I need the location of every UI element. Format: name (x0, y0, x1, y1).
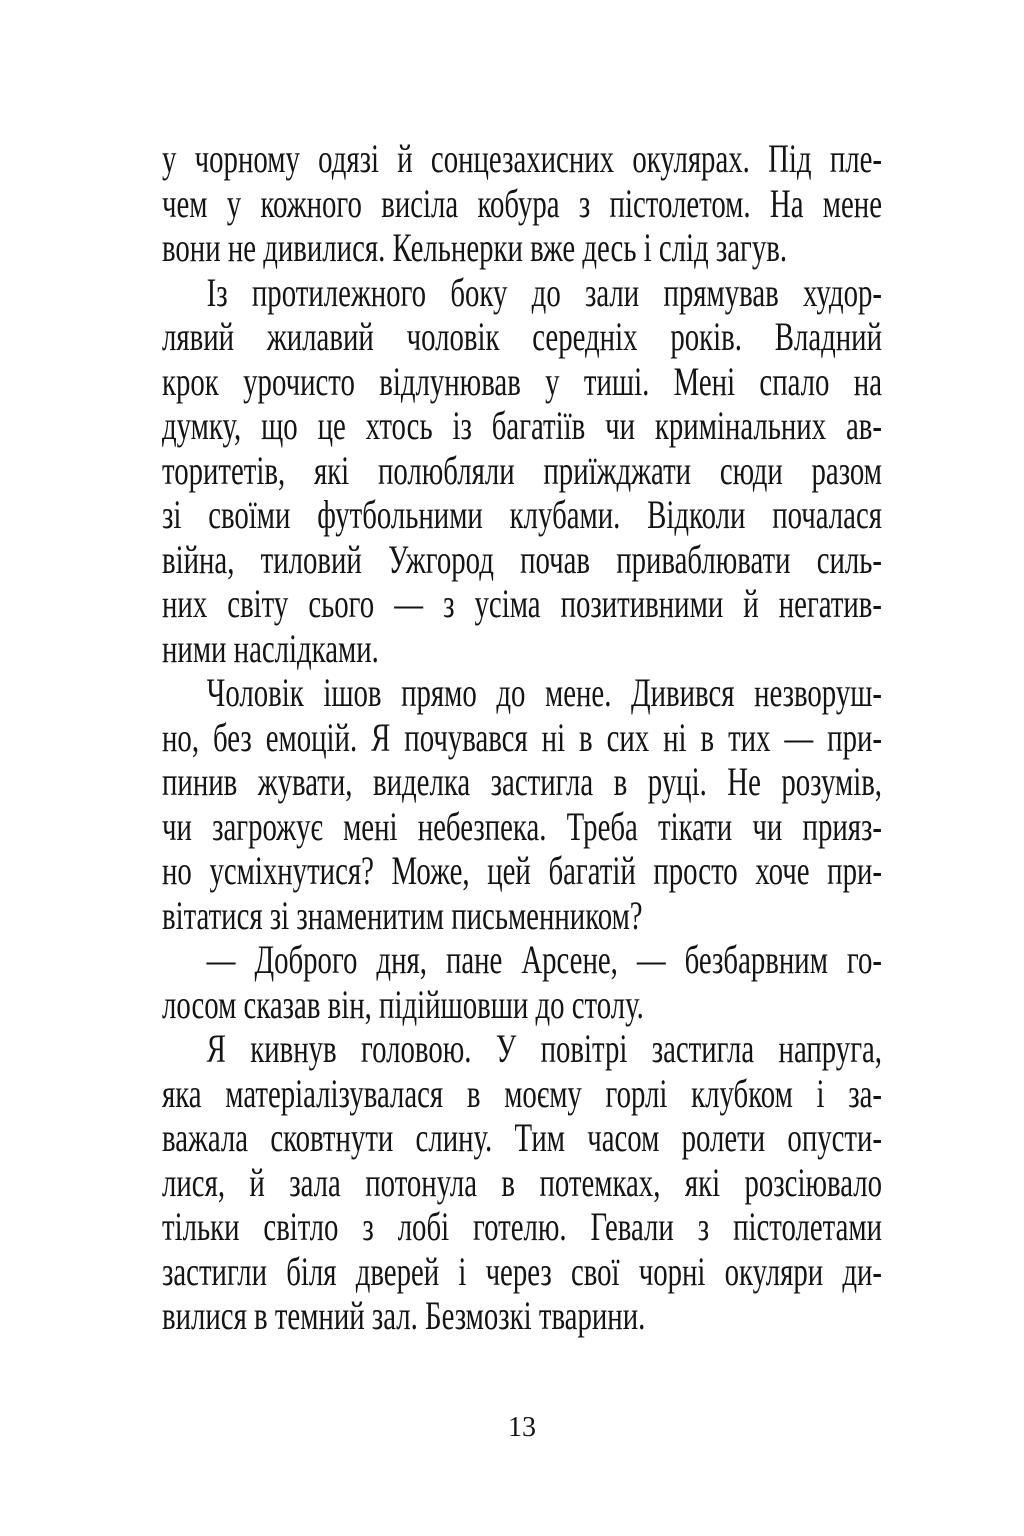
text-line: у чорному одязі й сонцезахисних окулярах. Під пле- (162, 136, 882, 181)
text-line: чем у кожного висіла кобура з пістолетом. На мене (162, 180, 882, 226)
text-line: вітатися зі знаменитим письменником? (162, 892, 643, 938)
text-line: лявий жилавий чоловік середніх років. Владний (162, 314, 882, 359)
page-number: 13 (508, 1412, 536, 1443)
text-block (162, 137, 882, 1339)
text-line: крок урочисто відлунював у тиші. Мені спало на (162, 358, 882, 404)
text-line: — Доброго дня, пане Арсене, — безбарвним го- (206, 937, 882, 982)
text-line: Із протилежного боку до зали прямував худор- (206, 269, 882, 315)
text-line: важала сковтнути слину. Тим часом ролети опусти- (162, 1115, 882, 1160)
text-line: вилися в темний зал. Безмозкі тварини. (162, 1293, 646, 1338)
page-text-block (162, 137, 882, 1339)
text-line: чи загрожує мені небезпека. Треба тікати чи прияз- (162, 803, 882, 849)
text-line: них світу сього — з усіма позитивними й негатив- (162, 581, 882, 626)
text-line: ними наслідками. (162, 625, 379, 671)
paragraph (162, 137, 882, 271)
text-line: лися, й зала потонула в потемках, які розсіювало (162, 1159, 882, 1205)
text-line: лосом сказав він, підійшовши до столу. (162, 981, 644, 1027)
text-line: Я кивнув головою. У повітрі застигла напруга, (206, 1026, 882, 1071)
text-line: думку, що це хтось із багатіїв чи кримінальних ав- (162, 403, 882, 448)
text-line: яка матеріалізувалася в моєму горлі клубком і за- (162, 1070, 882, 1116)
text-line: но, без емоцій. Я почувався ні в сих ні в тих — при- (162, 714, 882, 760)
text-line: тільки світло з лобі готелю. Гевали з пістолетами (162, 1204, 882, 1249)
text-line: вони не дивилися. Кельнерки вже десь і слід загув. (162, 225, 788, 270)
paragraph (162, 671, 882, 938)
paragraph (162, 271, 882, 672)
text-line: Чоловік ішов прямо до мене. Дивився незворуш- (206, 670, 882, 715)
text-line: торитетів, які полюбляли приїжджати сюди разом (162, 447, 882, 493)
paragraph (162, 938, 882, 1027)
text-line: війна, тиловий Ужгород почав приваблювати силь- (162, 536, 882, 582)
paragraph (162, 1027, 882, 1339)
text-line: застигли біля дверей і через свої чорні окуляри ди- (162, 1248, 882, 1294)
text-line: зі своїми футбольними клубами. Відколи почалася (162, 492, 882, 537)
text-line: пинив жувати, виделка застигла в руці. Не розумів, (162, 759, 882, 804)
text-line: но усміхнутися? Може, цей багатій просто хоче при- (162, 848, 882, 893)
